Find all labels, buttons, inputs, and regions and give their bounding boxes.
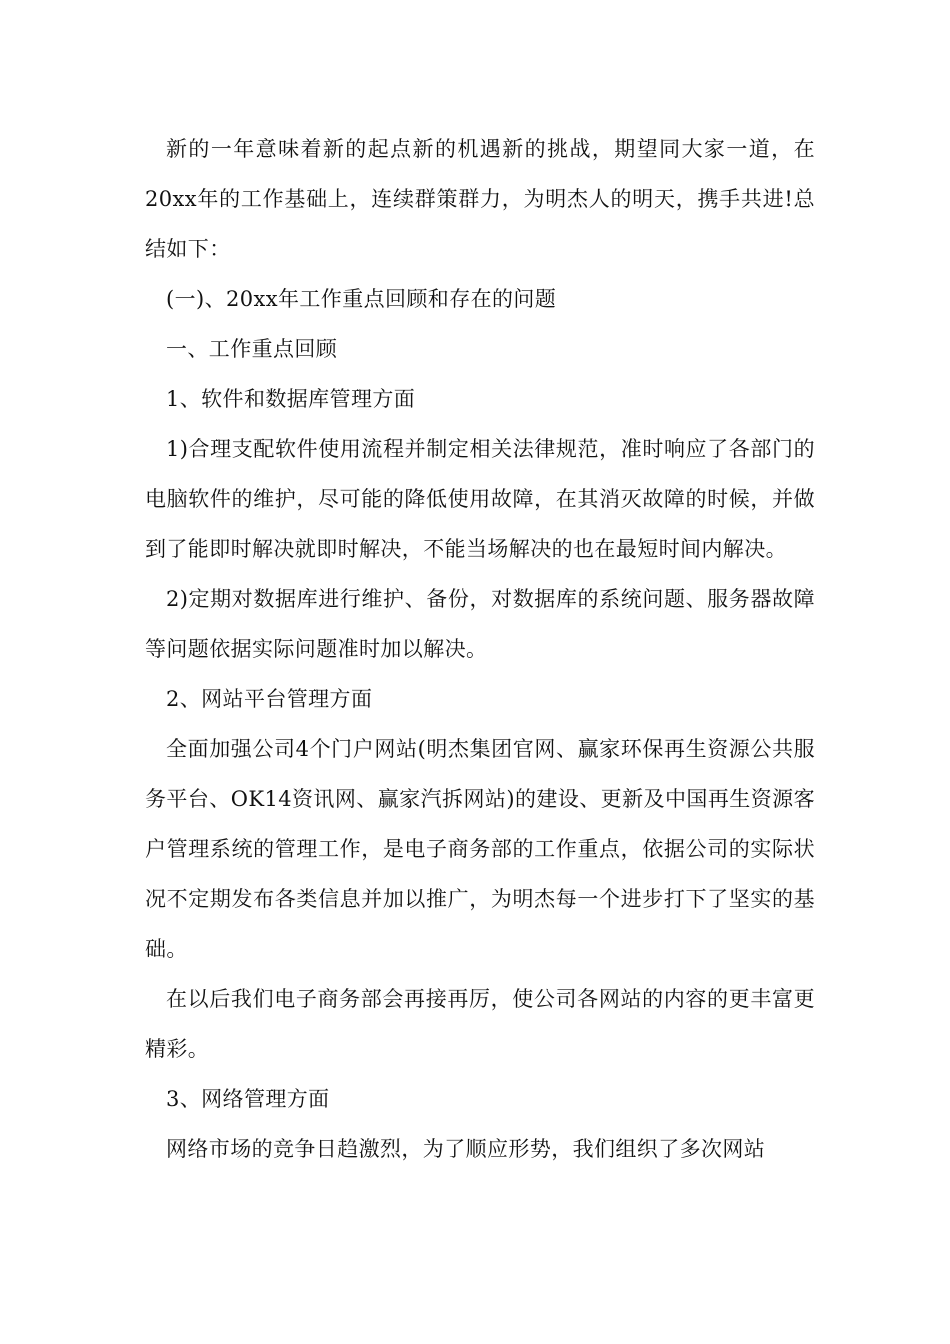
section-heading-review-and-problems: (一)、20xx年工作重点回顾和存在的问题: [166, 287, 557, 311]
section-heading-work-review: 一、工作重点回顾: [166, 337, 338, 361]
paragraph-database-maintenance: 2)定期对数据库进行维护、备份，对数据库的系统问题、服务器故障等问题依据实际问题准时加以解决。: [145, 587, 815, 661]
paragraph-software-maintenance: 1)合理支配软件使用流程并制定相关法律规范，准时响应了各部门的电脑软件的维护，尽可能的降低使用故障，在其消灭故障的时候，并做到了能即时解决就即时解决，不能当场解决的也在最短时间内解决。: [145, 437, 815, 561]
document-body: [145, 124, 815, 1174]
subsection-heading-network-management: 3、网络管理方面: [166, 1087, 330, 1111]
paragraph-website-management: 全面加强公司4个门户网站(明杰集团官网、赢家环保再生资源公共服务平台、OK14资讯网、赢家汽拆网站)的建设、更新及中国再生资源客户管理系统的管理工作，是电子商务部的工作重点，依据公司的实际状况不定期发布各类信息并加以推广，为明杰每一个进步打下了坚实的基础。: [145, 737, 815, 961]
subsection-heading-software-database: 1、软件和数据库管理方面: [166, 387, 416, 411]
paragraph-future-plans: 在以后我们电子商务部会再接再厉，使公司各网站的内容的更丰富更精彩。: [145, 987, 815, 1061]
intro-paragraph: 新的一年意味着新的起点新的机遇新的挑战，期望同大家一道，在20xx年的工作基础上，连续群策群力，为明杰人的明天，携手共进!总结如下：: [145, 137, 815, 261]
subsection-heading-website-platform: 2、网站平台管理方面: [166, 687, 373, 711]
paragraph-network-market: 网络市场的竞争日趋激烈，为了顺应形势，我们组织了多次网站: [166, 1137, 766, 1161]
